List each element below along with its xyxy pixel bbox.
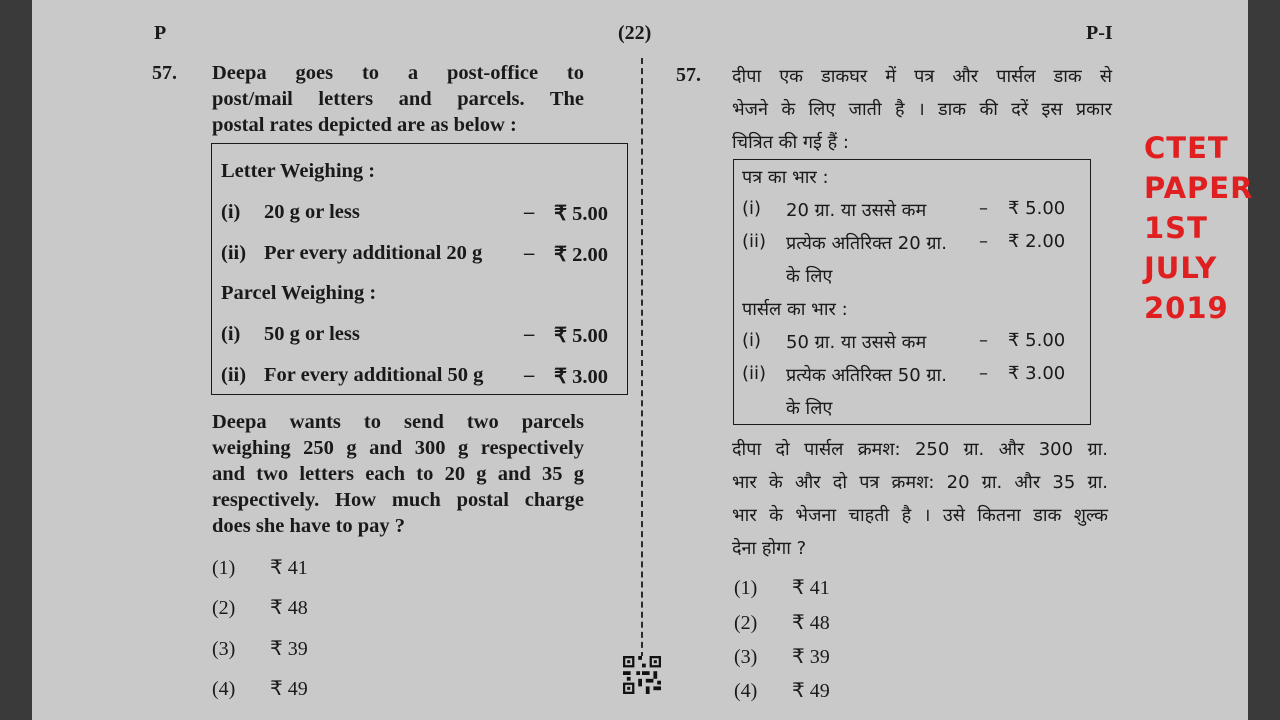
question-line: देना होगा ? (732, 538, 807, 559)
hindi-question-text (732, 433, 1108, 565)
option-value: ₹ 49 (270, 678, 308, 700)
rate-row-num: (ii) (742, 231, 767, 252)
rate-row-num: (i) (742, 198, 762, 219)
option-value: ₹ 48 (792, 612, 830, 634)
option-number: (1) (212, 557, 236, 579)
rate-row-num: (i) (742, 330, 762, 351)
option-number: (3) (212, 638, 236, 660)
option-value: ₹ 48 (270, 597, 308, 619)
rate-row-price: ₹ 3.00 (554, 366, 609, 388)
option-number: (1) (734, 577, 758, 599)
english-option-1[interactable] (212, 555, 308, 580)
hindi-question-stem (732, 60, 1112, 159)
rate-row-dash: – (979, 330, 988, 351)
rate-row-dash: – (524, 201, 535, 223)
rate-row-label-continued: के लिए (786, 398, 833, 419)
exam-page (32, 0, 1254, 720)
question-line: respectively. How much postal charge (212, 489, 584, 511)
option-number: (2) (212, 597, 236, 619)
english-option-4[interactable] (212, 676, 308, 701)
english-question-stem (212, 60, 584, 138)
overlay-line: CTET (1144, 131, 1229, 165)
header-page-number: (22) (618, 22, 652, 44)
rate-row-price: ₹ 3.00 (1008, 363, 1066, 384)
option-value: ₹ 39 (270, 638, 308, 660)
rate-row-label: प्रत्येक अतिरिक्त 20 ग्रा. (786, 233, 947, 254)
rate-row-label: 20 g or less (264, 201, 360, 223)
hindi-option-4[interactable] (734, 678, 830, 703)
option-number: (2) (734, 612, 758, 634)
option-number: (3) (734, 646, 758, 668)
stem-line: Deepa goes to a post-office to (212, 62, 584, 84)
rate-row-dash: – (979, 198, 988, 219)
english-rates-box (211, 143, 628, 395)
rate-row-label: 50 ग्रा. या उससे कम (786, 332, 927, 353)
stem-line: भेजने के लिए जाती है । डाक की दरें इस प्रकार (732, 99, 1112, 120)
rate-row-price: ₹ 2.00 (554, 244, 609, 266)
column-divider (641, 58, 643, 658)
question-line: weighing 250 g and 300 g respectively (212, 437, 584, 459)
header-paper-code: P-I (1086, 22, 1113, 44)
letter-weighing-heading: Letter Weighing : (221, 160, 376, 182)
rate-row-dash: – (524, 323, 535, 345)
question-line: दीपा दो पार्सल क्रमश: 250 ग्रा. और 300 ग्रा. (732, 439, 1108, 460)
rate-row-num: (i) (221, 201, 241, 223)
option-value: ₹ 41 (270, 557, 308, 579)
hindi-option-3[interactable] (734, 644, 830, 669)
overlay-line: PAPER (1144, 171, 1254, 205)
question-line: Deepa wants to send two parcels (212, 411, 584, 433)
stem-line: post/mail letters and parcels. The (212, 88, 584, 110)
rate-row-price: ₹ 5.00 (1008, 198, 1066, 219)
rate-row-price: ₹ 5.00 (1008, 330, 1066, 351)
rate-row-price: ₹ 5.00 (554, 325, 609, 347)
stem-line: postal rates depicted are as below : (212, 114, 517, 136)
question-line: does she have to pay ? (212, 515, 406, 537)
option-number: (4) (734, 680, 758, 702)
overlay-line: 1ST (1144, 211, 1208, 245)
stem-line: चित्रित की गई हैं : (732, 132, 849, 153)
question-line: भार के और दो पत्र क्रमश: 20 ग्रा. और 35 ग्रा. (732, 472, 1108, 493)
rate-row-dash: – (979, 231, 988, 252)
qr-code-icon (622, 656, 662, 694)
rate-row-price: ₹ 2.00 (1008, 231, 1066, 252)
parcel-weighing-heading: पार्सल का भार : (742, 299, 848, 320)
rate-row-price: ₹ 5.00 (554, 203, 609, 225)
rate-row-num: (ii) (742, 363, 767, 384)
stem-line: दीपा एक डाकघर में पत्र और पार्सल डाक से (732, 66, 1112, 87)
hindi-option-2[interactable] (734, 610, 830, 635)
rate-row-dash: – (524, 364, 535, 386)
option-value: ₹ 41 (792, 577, 830, 599)
rate-row-label: For every additional 50 g (264, 364, 484, 386)
rate-row-dash: – (979, 363, 988, 384)
english-question-number: 57. (152, 62, 177, 84)
rate-row-num: (i) (221, 323, 241, 345)
hindi-question-number: 57. (676, 64, 701, 86)
rate-row-label: Per every additional 20 g (264, 242, 483, 264)
option-value: ₹ 39 (792, 646, 830, 668)
option-number: (4) (212, 678, 236, 700)
rate-row-num: (ii) (221, 242, 247, 264)
rate-row-label-continued: के लिए (786, 266, 833, 287)
rate-row-label: प्रत्येक अतिरिक्त 50 ग्रा. (786, 365, 947, 386)
rate-row-label: 20 ग्रा. या उससे कम (786, 200, 927, 221)
option-value: ₹ 49 (792, 680, 830, 702)
english-question-text (212, 409, 584, 539)
parcel-weighing-heading: Parcel Weighing : (221, 282, 377, 304)
rate-row-num: (ii) (221, 364, 247, 386)
rate-row-dash: – (524, 242, 535, 264)
hindi-rates-box (733, 159, 1091, 425)
question-line: भार के भेजना चाहती है । उसे कितना डाक शुल्क (732, 505, 1108, 526)
english-option-2[interactable] (212, 595, 308, 620)
letter-weighing-heading: पत्र का भार : (742, 167, 829, 188)
ctet-overlay-caption (1144, 128, 1253, 328)
hindi-option-1[interactable] (734, 575, 830, 600)
header-set-code: P (154, 22, 167, 44)
overlay-line: 2019 (1144, 291, 1229, 325)
overlay-line: JULY (1144, 251, 1218, 285)
question-line: and two letters each to 20 g and 35 g (212, 463, 584, 485)
english-option-3[interactable] (212, 636, 308, 661)
rate-row-label: 50 g or less (264, 323, 360, 345)
